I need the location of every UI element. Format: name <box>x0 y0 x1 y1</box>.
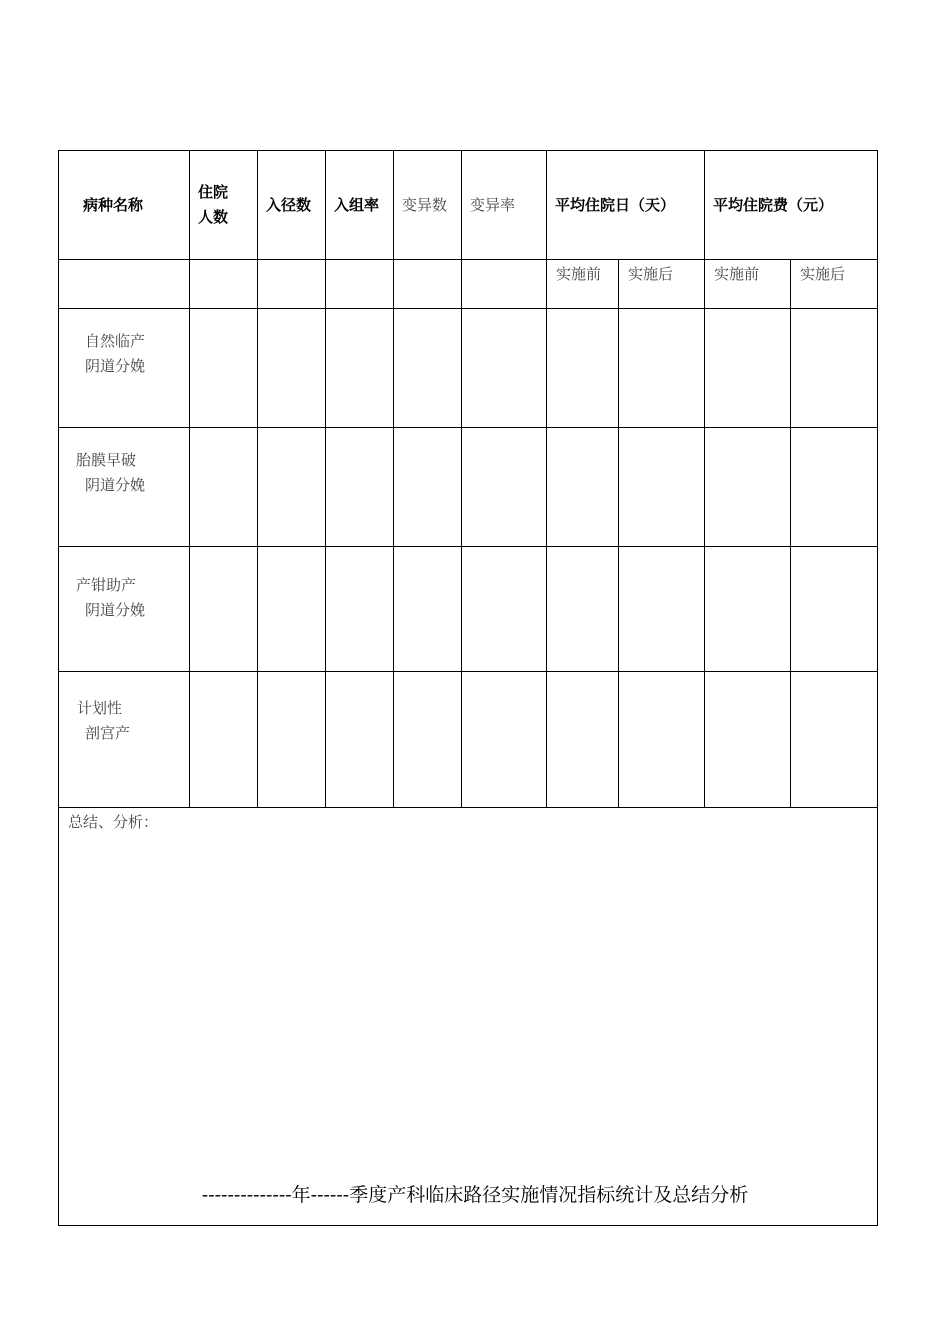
table-cell <box>462 309 547 428</box>
table-cell <box>326 309 394 428</box>
table-cell <box>394 309 462 428</box>
header-inpatients-line2: 人数 <box>198 208 229 226</box>
table-cell <box>190 428 258 547</box>
disease-name-line1: 产钳助产 <box>76 576 137 594</box>
table-cell <box>791 672 878 808</box>
table-cell <box>190 260 258 309</box>
disease-name-cell <box>59 428 190 547</box>
disease-name-line1: 胎膜早破 <box>76 451 137 469</box>
table-cell <box>394 547 462 672</box>
header-variation-count: 变异数 <box>394 151 462 260</box>
table-row <box>59 309 878 428</box>
summary-row <box>59 808 878 1226</box>
table-cell <box>791 309 878 428</box>
document-caption: --------------年------季度产科临床路径实施情况指标统计及总结分析 <box>201 1184 749 1206</box>
table-cell <box>258 428 326 547</box>
disease-name-line2: 阴道分娩 <box>85 601 146 619</box>
table-cell <box>462 428 547 547</box>
statistics-table <box>58 150 878 1226</box>
subheader-row <box>59 260 878 309</box>
summary-label: 总结、分析： <box>68 813 159 831</box>
table-cell <box>258 672 326 808</box>
header-inpatients-line1: 住院 <box>198 183 229 201</box>
table-cell <box>394 428 462 547</box>
summary-area <box>59 808 878 1226</box>
table-cell <box>462 672 547 808</box>
table-cell <box>190 672 258 808</box>
table-row <box>59 428 878 547</box>
disease-name-cell <box>59 672 190 808</box>
table-cell <box>705 547 791 672</box>
header-disease-name: 病种名称 <box>59 151 190 260</box>
header-inpatients <box>190 151 258 260</box>
table-row <box>59 672 878 808</box>
table-cell <box>326 260 394 309</box>
table-cell <box>547 309 619 428</box>
disease-name-line2: 阴道分娩 <box>85 476 146 494</box>
table-cell <box>394 672 462 808</box>
disease-name-line2: 阴道分娩 <box>85 357 146 375</box>
table-cell <box>190 309 258 428</box>
header-enroll-rate: 入组率 <box>326 151 394 260</box>
table-cell <box>619 672 705 808</box>
table-cell <box>547 428 619 547</box>
disease-name-cell <box>59 309 190 428</box>
table-cell <box>326 428 394 547</box>
subheader-stay-after: 实施后 <box>619 260 705 309</box>
table-cell <box>705 672 791 808</box>
table-cell <box>547 672 619 808</box>
table-cell <box>791 428 878 547</box>
table-cell <box>258 309 326 428</box>
table-cell <box>258 260 326 309</box>
subheader-cost-after: 实施后 <box>791 260 878 309</box>
table-cell <box>619 309 705 428</box>
header-row <box>59 151 878 260</box>
table-cell <box>619 547 705 672</box>
disease-name-line2: 剖宫产 <box>85 724 131 742</box>
table-row <box>59 547 878 672</box>
subheader-cost-before: 实施前 <box>705 260 791 309</box>
disease-name-line1: 计划性 <box>77 699 123 717</box>
table-cell <box>705 309 791 428</box>
disease-name-cell <box>59 547 190 672</box>
table-cell <box>462 260 547 309</box>
header-variation-rate: 变异率 <box>462 151 547 260</box>
table-cell <box>619 428 705 547</box>
subheader-stay-before: 实施前 <box>547 260 619 309</box>
table-cell <box>326 672 394 808</box>
table-cell <box>326 547 394 672</box>
table-cell <box>394 260 462 309</box>
table-cell <box>258 547 326 672</box>
table-cell <box>705 428 791 547</box>
table-cell <box>791 547 878 672</box>
table-cell <box>59 260 190 309</box>
header-entered-path: 入径数 <box>258 151 326 260</box>
table-cell <box>462 547 547 672</box>
table-cell <box>547 547 619 672</box>
table-cell <box>190 547 258 672</box>
disease-name-line1: 自然临产 <box>85 332 146 350</box>
header-avg-cost: 平均住院费（元） <box>705 151 878 260</box>
header-avg-stay: 平均住院日（天） <box>547 151 705 260</box>
